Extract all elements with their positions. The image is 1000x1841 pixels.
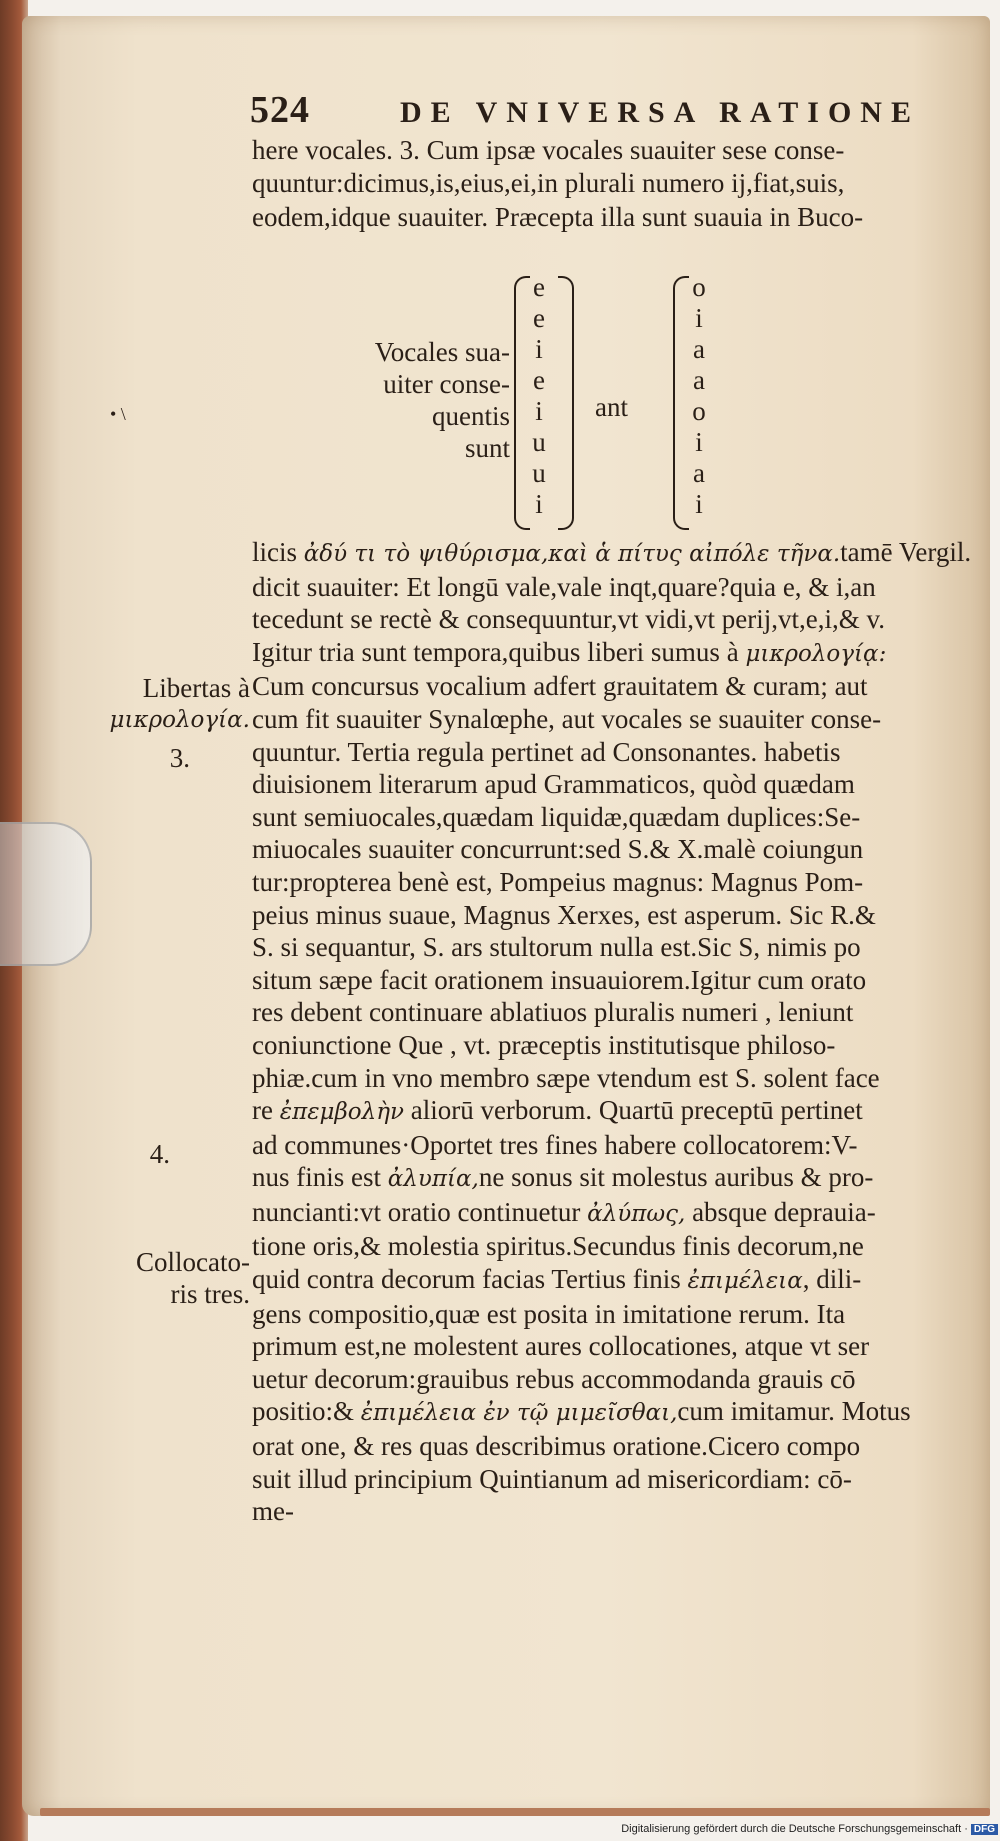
latin-text: gens compositio,quæ est posita in imitatione rerum. Ita bbox=[252, 1298, 846, 1329]
vowel: u bbox=[532, 427, 546, 457]
text-line: here vocales. 3. Cum ipsæ vocales suauiter sese conse- bbox=[252, 135, 845, 165]
text-line bbox=[252, 833, 990, 866]
margin-note-libertas bbox=[80, 672, 250, 736]
latin-text: quuntur. Tertia regula pertinet ad Consonantes. habetis bbox=[252, 736, 841, 767]
text-line bbox=[252, 1029, 990, 1062]
right-brace bbox=[558, 276, 574, 530]
vowel: e bbox=[533, 303, 545, 333]
latin-text: me- bbox=[252, 1496, 294, 1527]
latin-text: sunt semiuocales,quædam liquidæ,quædam duplices:Se- bbox=[252, 801, 861, 832]
text-line bbox=[252, 1263, 990, 1298]
latin-text: ne sonus sit molestus auribus & pro- bbox=[478, 1162, 874, 1193]
diagram-label-line: uiter conse- bbox=[383, 369, 510, 399]
stray-ink-mark: • \ bbox=[110, 404, 126, 424]
text-line bbox=[252, 1430, 990, 1463]
latin-text: phiæ.cum in vno membro sæpe vtendum est S. solent face bbox=[252, 1062, 880, 1093]
latin-text: ad communes·Oportet tres fines habere collocatorem:V- bbox=[252, 1129, 858, 1160]
margin-note-line: Collocato- bbox=[136, 1247, 250, 1277]
latin-text: miuocales suauiter concurrunt:sed S.& X.malè coiungun bbox=[252, 834, 864, 865]
latin-text: tecedunt se rectè & consequuntur,vt vidi,vt perij,vt,e,i,& v. bbox=[252, 604, 885, 635]
vowel: o bbox=[692, 272, 706, 302]
text-line bbox=[252, 1463, 990, 1496]
text-line bbox=[252, 736, 990, 769]
text-line bbox=[252, 899, 990, 932]
text-line bbox=[252, 866, 990, 899]
latin-text: tione oris,& molestia spiritus.Secundus finis decorum,ne bbox=[252, 1231, 864, 1262]
text-line bbox=[252, 768, 990, 801]
latin-text: re bbox=[252, 1095, 280, 1126]
latin-text: situm sæpe facit orationem insuauiorem.Igitur cum orato bbox=[252, 964, 867, 995]
vowel: i bbox=[695, 303, 703, 333]
upper-text-block bbox=[252, 134, 990, 234]
latin-text: primum est,ne molestent aures collocationes, atque vt ser bbox=[252, 1331, 870, 1362]
latin-text: suit illud principium Quintianum ad misericordiam: cō- bbox=[252, 1463, 852, 1494]
latin-text: coniunctione Que , vt. præceptis institutisque philoso- bbox=[252, 1029, 836, 1060]
text-line: eodem,idque suauiter. Præcepta illa sunt suauia in Buco- bbox=[252, 201, 864, 232]
text-line bbox=[252, 1196, 990, 1231]
text-line bbox=[252, 1395, 990, 1430]
margin-note-number: 3. bbox=[169, 743, 190, 773]
text-line bbox=[252, 1230, 990, 1263]
text-line bbox=[252, 703, 990, 736]
latin-text: peius minus suaue, Magnus Xerxes, est asperum. Sic R.& bbox=[252, 899, 876, 930]
text-line bbox=[252, 1495, 990, 1528]
text-line bbox=[252, 636, 990, 671]
latin-text: orat one, & res quas describimus oratione.Cicero compo bbox=[252, 1431, 861, 1462]
latin-text: positio:& bbox=[252, 1396, 361, 1427]
latin-text: tur:propterea benè est, Pompeius magnus: Magnus Pom- bbox=[252, 866, 864, 897]
latin-text: Cum concursus vocalium adfert grauitatem & curam; aut bbox=[252, 671, 868, 702]
latin-text: uetur decorum:grauibus rebus accommodanda grauis cō bbox=[252, 1363, 856, 1394]
dfg-badge: DFG bbox=[971, 1824, 998, 1835]
text-line bbox=[252, 996, 990, 1029]
text-line bbox=[252, 931, 990, 964]
margin-note-line: μικρολογία. bbox=[109, 707, 250, 733]
greek-text: ἀλύπως, bbox=[587, 1200, 686, 1227]
greek-text: ἀλυπία, bbox=[387, 1166, 479, 1193]
margin-note-line: ris tres. bbox=[170, 1279, 250, 1309]
vowel: e bbox=[533, 365, 545, 395]
text-line bbox=[252, 1330, 990, 1363]
greek-text: ἐπιμέλεια bbox=[687, 1268, 803, 1295]
text-line bbox=[252, 1062, 990, 1095]
latin-text: cum imitamur. Motus bbox=[677, 1396, 911, 1427]
vowel: e bbox=[533, 272, 545, 302]
lower-text-block bbox=[252, 536, 990, 1528]
text-line bbox=[252, 1094, 990, 1129]
latin-text: quid contra decorum facias Tertius finis bbox=[252, 1264, 688, 1295]
margin-note-number: 4. bbox=[149, 1139, 170, 1169]
text-line bbox=[252, 964, 990, 997]
text-line bbox=[252, 536, 990, 571]
greek-text: ἀδύ τι τὸ ψιθύρισμα,καὶ ἁ πίτυς αἰπόλε τῆνα. bbox=[303, 541, 841, 567]
vowel: i bbox=[535, 334, 543, 364]
greek-text: ἐπιμέλεια ἐν τῷ μιμεῖσθαι, bbox=[360, 1400, 678, 1427]
latin-text: dicit suauiter: Et longū vale,vale inqt,quare?quia e, & i,an bbox=[252, 571, 876, 602]
vowel: i bbox=[695, 489, 703, 519]
latin-text: absque deprauia- bbox=[685, 1196, 876, 1227]
digitization-credit bbox=[620, 1823, 998, 1841]
diagram-label-line: Vocales sua- bbox=[374, 337, 510, 367]
text-line bbox=[252, 571, 990, 604]
diagram-label-line: sunt bbox=[464, 433, 510, 463]
credit-text: Digitalisierung gefördert durch die Deutsche Forschungsgemeinschaft · bbox=[621, 1823, 968, 1835]
page-bottom-edge bbox=[40, 1808, 990, 1816]
latin-text: res debent continuare ablatiuos pluralis numeri , leniunt bbox=[252, 997, 854, 1028]
vowel: i bbox=[535, 489, 543, 519]
margin-note-line: Libertas à bbox=[142, 673, 250, 703]
vowel: i bbox=[535, 396, 543, 426]
first-vowel-column bbox=[525, 272, 553, 520]
text-line bbox=[252, 1161, 990, 1196]
text-line bbox=[252, 1298, 990, 1331]
second-vowel-column bbox=[685, 272, 713, 520]
latin-text: nuncianti:vt oratio continuetur bbox=[252, 1196, 588, 1227]
diagram-connector: ant bbox=[595, 392, 628, 422]
vowel: a bbox=[693, 365, 705, 395]
greek-text: ἐπεμβολὴν bbox=[279, 1099, 404, 1126]
latin-text: aliorū verborum. Quartū preceptū pertinet bbox=[403, 1095, 863, 1126]
latin-text: cum fit suauiter Synalœphe, aut vocales se suauiter conse- bbox=[252, 703, 882, 734]
vowel: i bbox=[695, 427, 703, 457]
greek-text: μικρολογίᾳ: bbox=[745, 640, 887, 667]
running-head: DE VNIVERSA RATIONE bbox=[400, 96, 920, 129]
vowel: a bbox=[693, 458, 705, 488]
page-clip bbox=[0, 822, 92, 966]
latin-text: nus finis est bbox=[252, 1162, 388, 1193]
text-line bbox=[252, 1129, 990, 1162]
diagram-label-line: quentis bbox=[432, 401, 510, 431]
text-line bbox=[252, 670, 990, 703]
latin-text: S. si sequantur, S. ars stultorum nulla est.Sic S, nimis po bbox=[252, 932, 861, 963]
text-line bbox=[252, 801, 990, 834]
latin-text: diuisionem literarum apud Grammaticos, quòd quædam bbox=[252, 769, 855, 800]
vowel: u bbox=[532, 458, 546, 488]
latin-text: tamē Vergil. bbox=[840, 537, 972, 567]
vowel: a bbox=[693, 334, 705, 364]
latin-text: licis bbox=[252, 537, 304, 567]
text-line bbox=[252, 603, 990, 636]
vowel: o bbox=[692, 396, 706, 426]
latin-text: Igitur tria sunt tempora,quibus liberi sumus à bbox=[252, 636, 746, 667]
margin-note-collocatoris bbox=[80, 1246, 250, 1310]
latin-text: , dili- bbox=[802, 1264, 862, 1295]
vowel-diagram bbox=[340, 272, 740, 532]
page-number: 524 bbox=[250, 89, 310, 131]
diagram-label bbox=[340, 336, 510, 464]
text-line bbox=[252, 1363, 990, 1396]
text-line: quuntur:dicimus,is,eius,ei,in plurali numero ij,fiat,suis, bbox=[252, 168, 845, 199]
